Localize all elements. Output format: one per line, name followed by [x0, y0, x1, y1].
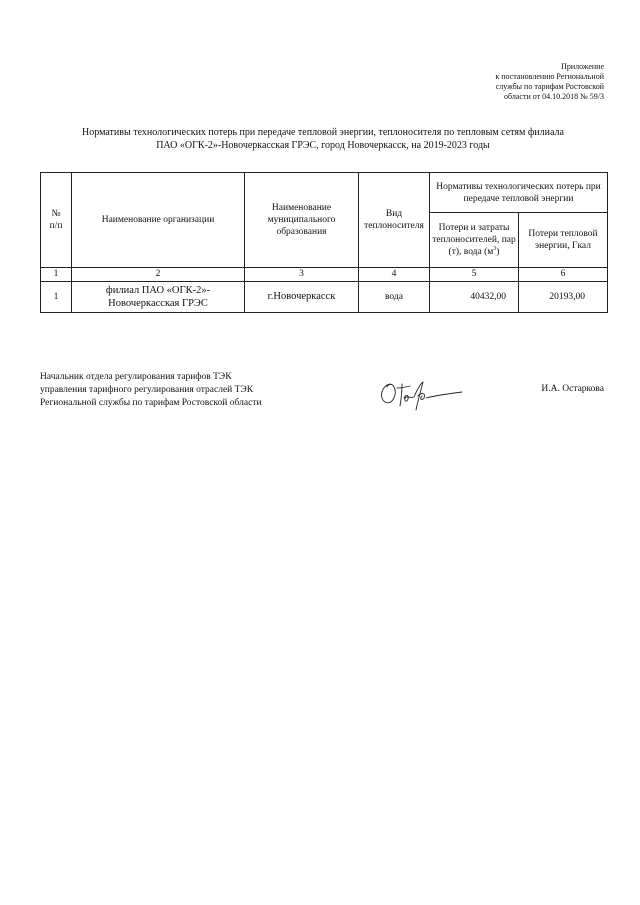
signatory-line: Начальник отдела регулирования тарифов ТЭК — [40, 372, 232, 382]
header-municipality: Наименование муниципального образования — [245, 173, 359, 268]
column-number: 6 — [519, 268, 608, 282]
appendix-line: Приложение — [561, 62, 604, 71]
signatory-block — [40, 371, 262, 410]
signatory-name: И.А. Остаркова — [541, 384, 604, 394]
appendix-line: к постановлению Региональной — [495, 72, 604, 81]
header-no-abbrev: п/п — [49, 221, 63, 231]
column-number: 2 — [72, 268, 245, 282]
header-losses-close: ) — [496, 247, 500, 257]
title-line: ПАО «ОГК-2»-Новочеркасская ГРЭС, город Новочеркасск, на 2019-2023 годы — [156, 140, 490, 151]
cell-heat-losses: 20193,00 — [519, 282, 608, 313]
table-header-row — [41, 173, 608, 213]
appendix-line: службы по тарифам Ростовской — [495, 82, 604, 91]
column-number: 4 — [359, 268, 430, 282]
title-line: Нормативы технологических потерь при передаче тепловой энергии, теплоносителя по тепловым сетям филиала — [82, 127, 564, 138]
appendix-note — [495, 62, 604, 102]
signatory-line: Региональной службы по тарифам Ростовской области — [40, 398, 262, 408]
header-losses-text: Потери и затраты теплоносителей, пар (т), вода (м — [432, 223, 516, 257]
cell-losses: 40432,00 — [430, 282, 519, 313]
header-norms-group: Нормативы технологических потерь при передаче тепловой энергии — [430, 173, 608, 213]
header-heat-losses: Потери тепловой энергии, Гкал — [519, 213, 608, 268]
header-no-symbol: № — [51, 209, 61, 219]
cell-no: 1 — [41, 282, 72, 313]
column-number: 3 — [245, 268, 359, 282]
handwritten-signature-icon — [376, 378, 466, 412]
signatory-line: управления тарифного регулирования отраслей ТЭК — [40, 385, 254, 395]
column-number-row — [41, 268, 608, 282]
cell-organization: филиал ПАО «ОГК-2»-Новочеркасская ГРЭС — [72, 282, 245, 313]
column-number: 5 — [430, 268, 519, 282]
appendix-line: области от 04.10.2018 № 59/3 — [504, 92, 604, 101]
norms-table — [40, 172, 608, 313]
cell-carrier-type: вода — [359, 282, 430, 313]
header-carrier-type: Вид теплоносителя — [359, 173, 430, 268]
header-organization: Наименование организации — [72, 173, 245, 268]
document-title — [40, 126, 606, 152]
header-no — [41, 173, 72, 268]
header-losses — [430, 213, 519, 268]
header-losses-superscript: 3 — [493, 245, 497, 252]
column-number: 1 — [41, 268, 72, 282]
cell-municipality: г.Новочеркасск — [245, 282, 359, 313]
table-row — [41, 282, 608, 313]
